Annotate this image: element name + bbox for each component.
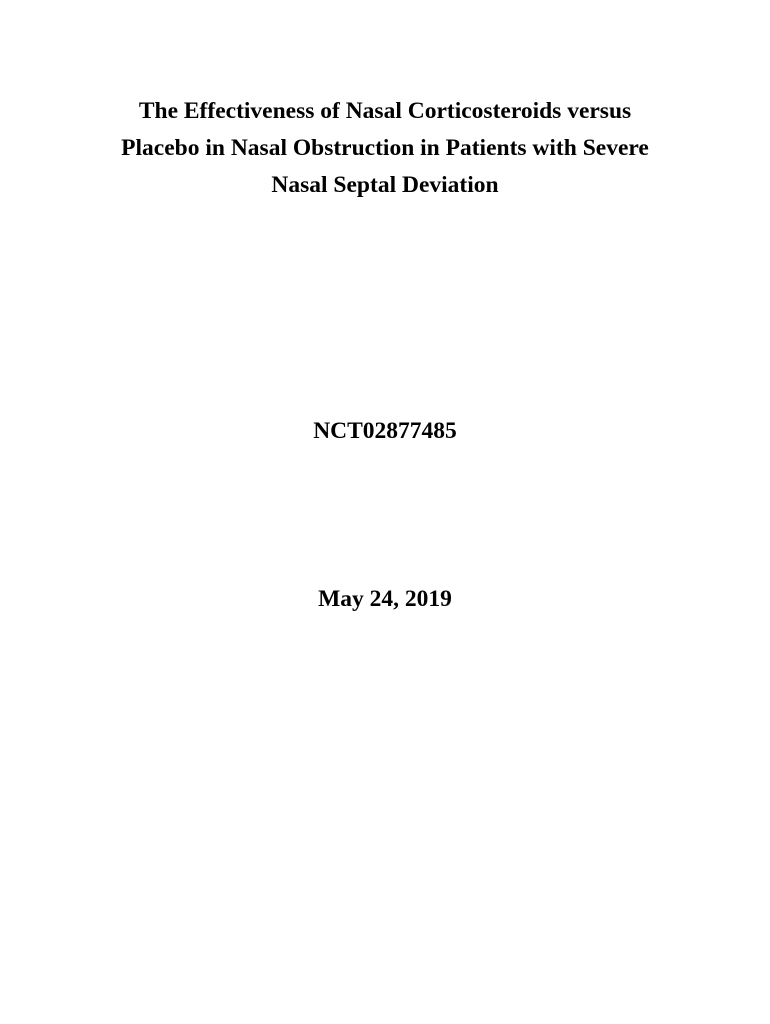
protocol-id: NCT02877485	[313, 418, 457, 444]
title-line-2: Placebo in Nasal Obstruction in Patients with Severe	[121, 135, 649, 161]
document-date: May 24, 2019	[318, 586, 452, 612]
title-line-1: The Effectiveness of Nasal Corticosteroids versus	[138, 98, 632, 124]
title-line-3: Nasal Septal Deviation	[271, 172, 499, 198]
document-title	[60, 93, 710, 204]
